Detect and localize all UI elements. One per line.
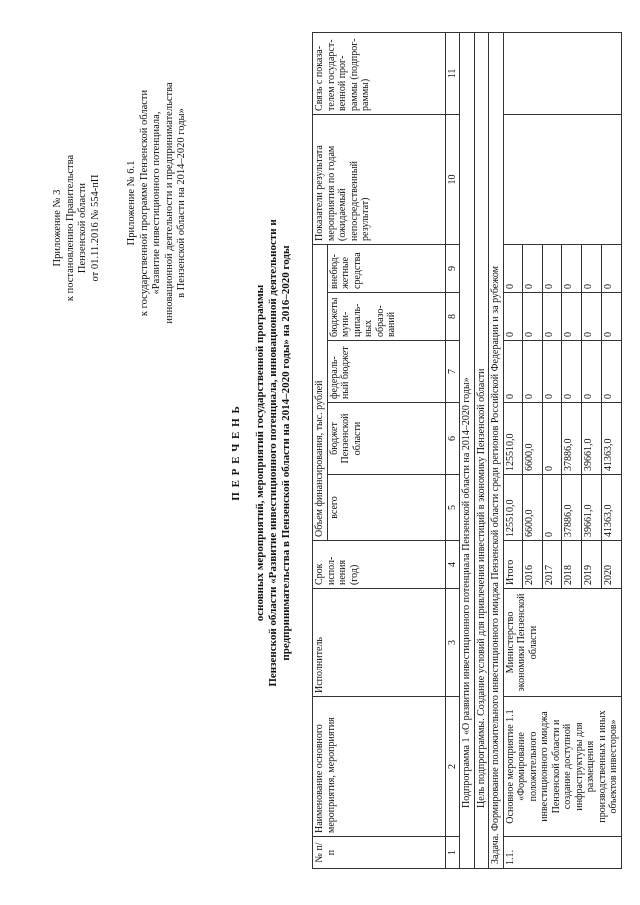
federal-cell: 0 <box>542 340 562 402</box>
column-number: 10 <box>445 114 460 244</box>
program-line: Приложение № 6.1 <box>126 160 137 245</box>
indicators-cell <box>503 114 621 244</box>
regional-cell: 6600,0 <box>523 402 543 474</box>
header-regional-budget: бюджет Пензенской области <box>327 402 445 474</box>
header-term: Срок испол-нения (год) <box>313 540 446 588</box>
column-number: 4 <box>445 540 460 588</box>
federal-cell: 0 <box>523 340 543 402</box>
regional-cell: 0 <box>542 402 562 474</box>
municipal-cell: 0 <box>562 292 582 340</box>
regional-cell: 37886,0 <box>562 402 582 474</box>
column-number: 9 <box>445 244 460 292</box>
appendix-line: Пензенской области <box>77 182 88 273</box>
column-number: 3 <box>445 588 460 696</box>
column-number: 1 <box>445 836 460 868</box>
column-number: 11 <box>445 32 460 114</box>
extra-cell: 0 <box>523 244 543 292</box>
header-num: № п/п <box>313 836 446 868</box>
header-extrabudgetary: внебюд-жетные средства <box>327 244 445 292</box>
column-number: 8 <box>445 292 460 340</box>
federal-cell: 0 <box>503 340 523 402</box>
task-row <box>489 32 504 868</box>
header-indicators: Показатели результата мероприятия по годам (ожидаемый непосредственный результат) <box>313 114 446 244</box>
appendix-line: от 01.11.2016 № 554-пП <box>89 174 101 281</box>
extra-cell: 0 <box>601 244 621 292</box>
total-cell: 125510,0 <box>503 474 523 540</box>
row-number: 1.1. <box>503 836 621 868</box>
federal-cell: 0 <box>582 340 602 402</box>
appendix-line: Приложение № 3 <box>52 189 63 266</box>
total-cell: 0 <box>542 474 562 540</box>
year-cell: 2016 <box>523 540 543 588</box>
municipal-cell: 0 <box>582 292 602 340</box>
column-number: 2 <box>445 696 460 836</box>
header-federal-budget: федераль-ный бюджет <box>327 340 445 402</box>
subprogram-title: Подпрограмма 1 «О развитии инвестиционного потенциала Пензенской области на 2014–2020 годы» <box>460 32 475 868</box>
year-cell: 2017 <box>542 540 562 588</box>
header-name: Наименование основного мероприятия, мероприятия <box>313 696 446 836</box>
total-cell: 6600,0 <box>523 474 543 540</box>
total-cell: 37886,0 <box>562 474 582 540</box>
municipal-cell: 0 <box>601 292 621 340</box>
program-line: «Развитие инвестиционного потенциала, <box>151 111 162 294</box>
extra-cell: 0 <box>542 244 562 292</box>
appendix-line: к постановлению Правительства <box>64 154 76 301</box>
measure-name: Основное мероприятие 1.1 «Формирование положительного инвестиционного имиджа Пензенской области и создание доступной инфраструктуры для размещения производственных и иных объектов инвесторов» <box>503 696 621 836</box>
extra-cell: 0 <box>503 244 523 292</box>
regional-cell: 39661,0 <box>582 402 602 474</box>
extra-cell: 0 <box>562 244 582 292</box>
link-cell <box>503 32 621 114</box>
appendix-header <box>52 123 102 333</box>
subprogram-goal: Цель подпрограммы. Создание условий для привлечения инвестиций в экономику Пензенской области <box>474 32 489 868</box>
column-number: 6 <box>445 402 460 474</box>
subprogram-task: Задача. Формирование положительного инвестиционного имиджа Пензенской области среди регионов Российской Федерации и за рубежом <box>489 32 504 868</box>
header-municipal-budget: бюджеты муни-ципаль-ных образо-ваний <box>327 292 445 340</box>
extra-cell: 0 <box>582 244 602 292</box>
total-cell: 41363,0 <box>601 474 621 540</box>
measures-table <box>312 31 622 868</box>
program-line: инновационной деятельности и предпринимательства <box>163 81 175 324</box>
program-line: к государственной программе Пензенской области <box>138 89 150 316</box>
column-number: 7 <box>445 340 460 402</box>
goal-row <box>474 32 489 868</box>
document-subtitle: Пензенской области «Развитие инвестиционного потенциала, инновационной деятельности и <box>267 218 279 687</box>
federal-cell: 0 <box>562 340 582 402</box>
regional-cell: 125510,0 <box>503 402 523 474</box>
column-number-row <box>445 32 460 868</box>
table-row <box>503 32 523 868</box>
document-subtitle: предпринимательства в Пензенской области на 2014–2020 годы» на 2016–2020 годы <box>280 244 292 661</box>
column-number: 5 <box>445 474 460 540</box>
subprogram-row <box>460 32 475 868</box>
program-appendix-header <box>126 33 189 373</box>
municipal-cell: 0 <box>503 292 523 340</box>
header-total: всего <box>327 474 445 540</box>
document-title: П Е Р Е Ч Е Н Ь <box>230 404 242 501</box>
year-cell: 2018 <box>562 540 582 588</box>
year-cell: Итого <box>503 540 523 588</box>
year-cell: 2020 <box>601 540 621 588</box>
regional-cell: 41363,0 <box>601 402 621 474</box>
table-header-row <box>313 32 328 868</box>
year-cell: 2019 <box>582 540 602 588</box>
total-cell: 39661,0 <box>582 474 602 540</box>
document-subtitle: основных мероприятий, мероприятий государственной программы <box>254 284 266 621</box>
municipal-cell: 0 <box>542 292 562 340</box>
program-line: в Пензенской области на 2014–2020 годы» <box>176 107 187 298</box>
municipal-cell: 0 <box>523 292 543 340</box>
header-link: Связь с показа-телем государст-венной прог-раммы (подпрог-раммы) <box>313 32 446 114</box>
federal-cell: 0 <box>601 340 621 402</box>
header-financing: Объем финансирования, тыс. рублей <box>313 244 328 540</box>
measure-executor: Министерство экономики Пензенской области <box>503 588 621 696</box>
document-page <box>30 13 619 893</box>
header-executor: Исполнитель <box>313 588 446 696</box>
